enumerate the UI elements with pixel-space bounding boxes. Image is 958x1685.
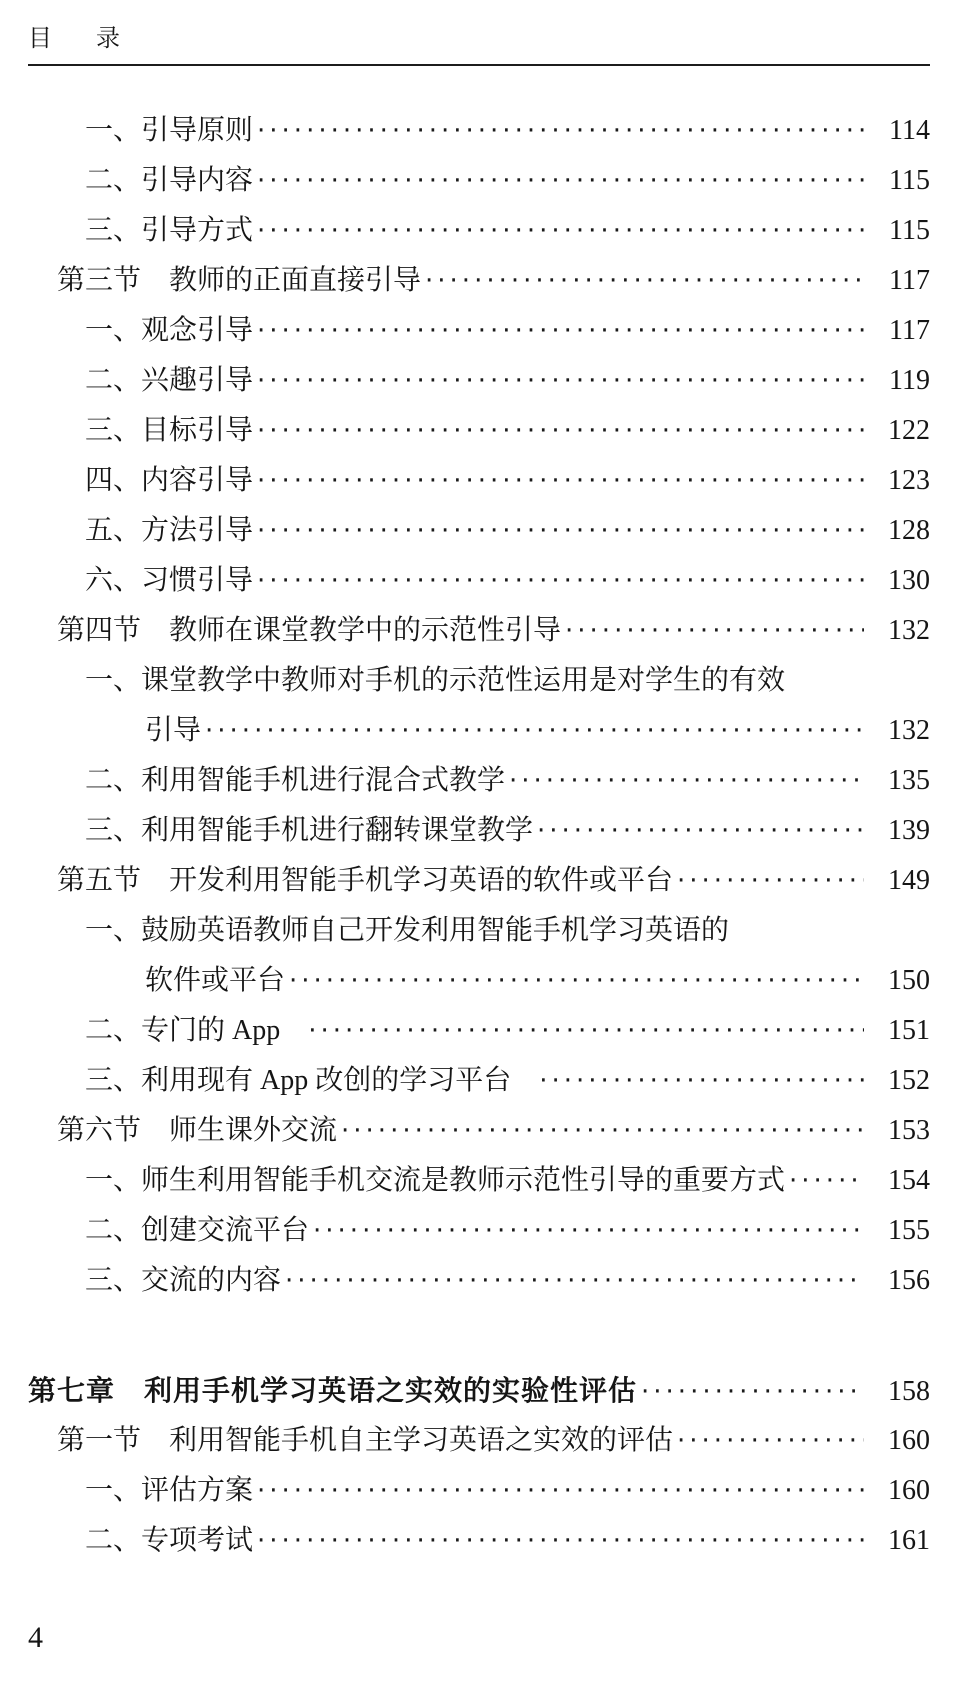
entry-title: 三、目标引导 [85,415,254,447]
entry-page: 160 [888,1475,930,1507]
toc-entry [28,1106,930,1156]
entry-title: 二、兴趣引导 [85,365,254,397]
entry-title: 一、评估方案 [85,1475,254,1507]
entry-page: 158 [888,1376,930,1408]
entry-page: 115 [889,165,930,197]
entry-page: 156 [888,1265,930,1297]
dot-leader [789,1156,864,1206]
dot-leader [308,1006,864,1056]
toc-list [28,106,930,1566]
entry-page: 123 [888,465,930,497]
toc-entry [28,1156,930,1206]
dot-leader [257,506,864,556]
toc-entry [28,656,930,706]
entry-page: 152 [888,1065,930,1097]
entry-page: 135 [888,765,930,797]
toc-entry [28,1366,930,1416]
toc-entry [28,706,930,756]
entry-title: 三、交流的内容 [85,1265,282,1297]
entry-page: 149 [888,865,930,897]
entry-page: 128 [888,515,930,547]
dot-leader [537,806,864,856]
dot-leader [289,956,864,1006]
dot-leader [257,206,864,256]
entry-page: 155 [888,1215,930,1247]
entry-page: 132 [888,615,930,647]
entry-page: 160 [888,1425,930,1457]
entry-page: 150 [888,965,930,997]
entry-title: 第七章 利用手机学习英语之实效的实验性评估 [28,1375,638,1407]
page-number: 4 [28,1621,43,1654]
page-title: 目 录 [28,26,130,52]
entry-title: 二、利用智能手机进行混合式教学 [85,765,506,797]
dot-leader [539,1056,864,1106]
dot-leader [257,406,864,456]
toc-entry [28,206,930,256]
toc-entry [28,106,930,156]
entry-title: 四、内容引导 [85,465,254,497]
entry-page: 132 [888,715,930,747]
dot-leader [257,356,864,406]
entry-page: 115 [889,215,930,247]
toc-entry [28,606,930,656]
dot-leader [257,456,864,506]
toc-entry [28,756,930,806]
dot-leader [257,556,864,606]
toc-entry [28,556,930,606]
dot-leader [313,1206,864,1256]
dot-leader [257,1466,864,1516]
entry-title: 三、利用现有 App 改创的学习平台 [85,1065,512,1097]
entry-title: 二、专门的 App [85,1015,281,1047]
toc-entry [28,456,930,506]
toc-entry [28,306,930,356]
dot-leader [565,606,864,656]
entry-page: 119 [889,365,930,397]
entry-page: 154 [888,1165,930,1197]
toc-entry [28,856,930,906]
dot-leader [285,1256,864,1306]
entry-title: 三、引导方式 [85,215,254,247]
toc-entry [28,806,930,856]
entry-page: 122 [888,415,930,447]
entry-title: 二、创建交流平台 [85,1215,310,1247]
header-rule [28,64,930,66]
toc-entry [28,256,930,306]
entry-page: 139 [888,815,930,847]
entry-title: 引导 [145,715,202,747]
dot-leader [257,306,864,356]
dot-leader [257,156,864,206]
toc-entry [28,1516,930,1566]
toc-entry [28,1056,930,1106]
entry-title: 二、引导内容 [85,165,254,197]
entry-page: 161 [888,1525,930,1557]
dot-leader [205,706,864,756]
page-header [28,24,930,66]
entry-title: 六、习惯引导 [85,565,254,597]
entry-page: 117 [889,315,930,347]
entry-title: 第一节 利用智能手机自主学习英语之实效的评估 [57,1425,674,1457]
toc-entry [28,356,930,406]
entry-title: 二、专项考试 [85,1525,254,1557]
toc-entry [28,1416,930,1466]
toc-entry [28,906,930,956]
entry-title: 软件或平台 [145,965,286,997]
toc-entry [28,156,930,206]
toc-entry [28,1206,930,1256]
entry-title: 一、引导原则 [85,115,254,147]
entry-title: 第三节 教师的正面直接引导 [57,265,422,297]
dot-leader [257,1516,864,1566]
entry-page: 117 [889,265,930,297]
entry-title: 第五节 开发利用智能手机学习英语的软件或平台 [57,865,674,897]
entry-title: 五、方法引导 [85,515,254,547]
toc-entry [28,956,930,1006]
entry-page: 153 [888,1115,930,1147]
entry-title: 一、观念引导 [85,315,254,347]
entry-title: 三、利用智能手机进行翻转课堂教学 [85,815,534,847]
toc-entry [28,506,930,556]
entry-title: 一、师生利用智能手机交流是教师示范性引导的重要方式 [85,1165,786,1197]
toc-entry [28,406,930,456]
toc-entry [28,1466,930,1516]
dot-leader [677,856,864,906]
entry-page: 151 [888,1015,930,1047]
entry-title: 第四节 教师在课堂教学中的示范性引导 [57,615,562,647]
toc-entry [28,1256,930,1306]
entry-page: 130 [888,565,930,597]
dot-leader [641,1367,864,1417]
entry-title: 第六节 师生课外交流 [57,1115,338,1147]
dot-leader [341,1106,864,1156]
entry-title: 一、课堂教学中教师对手机的示范性运用是对学生的有效 [85,665,786,697]
entry-title: 一、鼓励英语教师自己开发利用智能手机学习英语的 [85,915,730,947]
dot-leader [257,106,864,156]
dot-leader [509,756,864,806]
toc-entry [28,1006,930,1056]
dot-leader [425,256,864,306]
dot-leader [677,1416,864,1466]
entry-page: 114 [889,115,930,147]
